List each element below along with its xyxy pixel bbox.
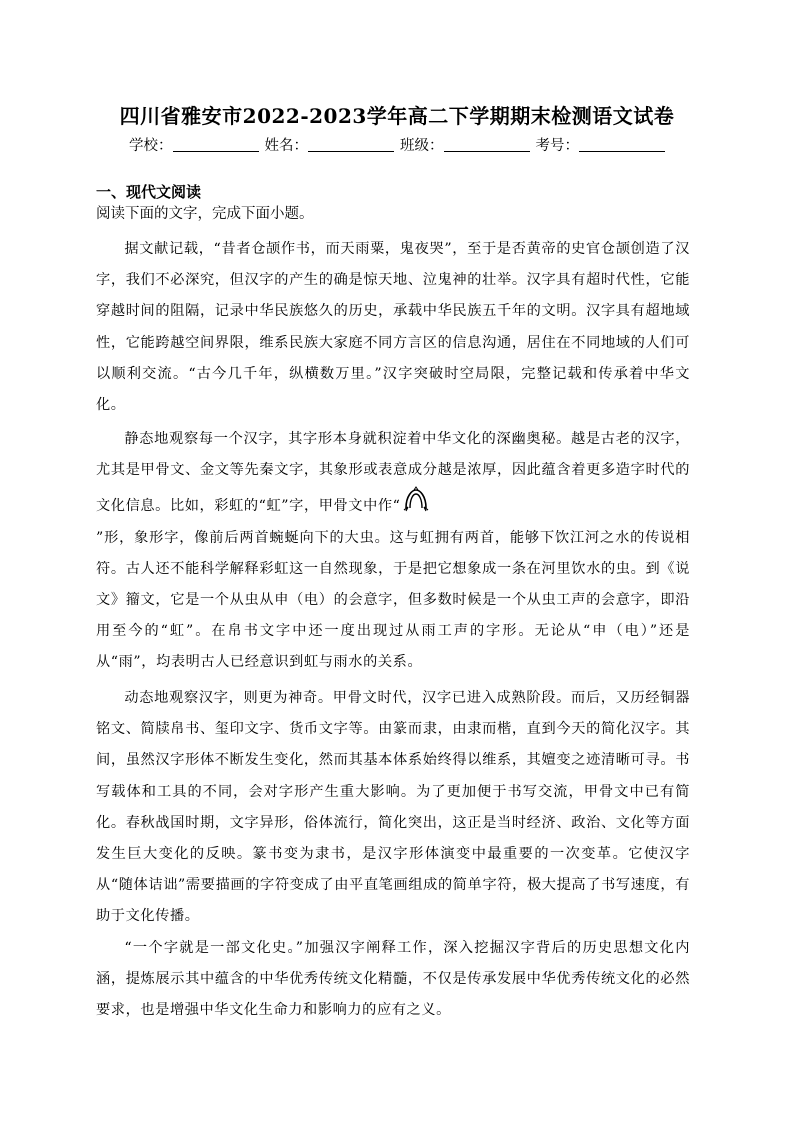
oracle-bone-hong-glyph-icon	[402, 486, 430, 514]
name-blank	[308, 137, 394, 152]
name-field	[265, 135, 395, 157]
exam-no-field	[536, 135, 666, 157]
exam-title: 四川省雅安市2022-2023学年高二下学期期末检测语文试卷	[119, 104, 675, 128]
paragraph-2	[96, 424, 690, 679]
class-blank	[444, 137, 530, 152]
name-label: 姓名：	[264, 138, 308, 154]
paragraph-3-text: 动态地观察汉字，则更为神奇。甲骨文时代，汉字已进入成熟阶段。而后，又历经铜器铭文、简牍帛书、玺印文字、货币文字等。由篆而隶，由隶而楷，直到今天的简化汉字。其间，虽然汉字形体不断发生变化，然而其基本体系始终得以维系，其嬗变之迹清晰可寻。书写载体和工具的不同，会对字形产生重大影响。为了更加便于书写交流，甲骨文中已有简化。春秋战国时期，文字异形，俗体流行，简化突出，这正是当时经济、政治、文化等方面发生巨大变化的反映。篆书变为隶书，是汉字形体演变中最重要的一次变革。它使汉字从“随体诘诎”需要描画的字符变成了由平直笔画组成的简单字符，极大提高了书写速度，有助于文化传播。	[96, 690, 690, 925]
paragraph-2-text	[96, 424, 690, 679]
school-blank	[173, 137, 259, 152]
school-field	[129, 135, 259, 157]
section-heading: 一、现代文阅读	[96, 183, 202, 201]
paragraph-3	[96, 683, 690, 933]
class-field	[400, 135, 530, 157]
paragraph-2-part-b: ”形，象形字，像前后两首蜿蜒向下的大虫。这与虹拥有两首，能够下饮江河之水的传说相符。古人还不能科学解释彩虹这一自然现象，于是把它想象成一条在河里饮水的虫。到《说文》籀文，它是一个从虫从申（电）的会意字，但多数时候是一个从虫工声的会意字，即沿用至今的“虹”。在帛书文字中还一度出现过从雨工声的字形。无论从“申（电）”还是从“雨”，均表明古人已经意识到虹与雨水的关系。	[96, 529, 690, 671]
student-info-line	[0, 135, 794, 157]
school-label: 学校：	[129, 138, 173, 154]
paragraph-1	[96, 234, 690, 421]
class-label: 班级：	[400, 138, 444, 154]
reading-instruction: 阅读下面的文字，完成下面小题。	[96, 206, 314, 222]
paragraph-1-text: 据文献记载，“昔者仓颉作书，而天雨粟，鬼夜哭”，至于是否黄帝的史官仓颉创造了汉字，我们不必深究，但汉字的产生的确是惊天地、泣鬼神的壮举。汉字具有超时代性，它能穿越时间的阻隔，记录中华民族悠久的历史，承载中华民族五千年的文明。汉字具有超地域性，它能跨越空间界限，维系民族大家庭不同方言区的信息沟通，居住在不同地域的人们可以顺利交流。“古今几千年，纵横数万里。”汉字突破时空局限，完整记载和传承着中华文化。	[96, 241, 690, 414]
exam-no-label: 考号：	[535, 138, 579, 154]
oracle-bone-hong-glyph-svg	[402, 486, 430, 514]
exam-no-blank	[579, 137, 665, 152]
paragraph-2-part-a: 静态地观察每一个汉字，其字形本身就积淀着中华文化的深幽奥秘。越是古老的汉字，尤其是甲骨文、金文等先秦文字，其象形或表意成分越是浓厚，因此蕴含着更多造字时代的文化信息。比如，彩虹的“虹”字，甲骨文中作“	[96, 431, 690, 515]
paragraph-4-text: “一个字就是一部文化史。”加强汉字阐释工作，深入挖掘汉字背后的历史思想文化内涵，提炼展示其中蕴含的中华优秀传统文化精髓，不仅是传承发展中华优秀传统文化的必然要求，也是增强中华文化生命力和影响力的应有之义。	[96, 940, 690, 1019]
paragraph-4	[96, 933, 690, 1027]
